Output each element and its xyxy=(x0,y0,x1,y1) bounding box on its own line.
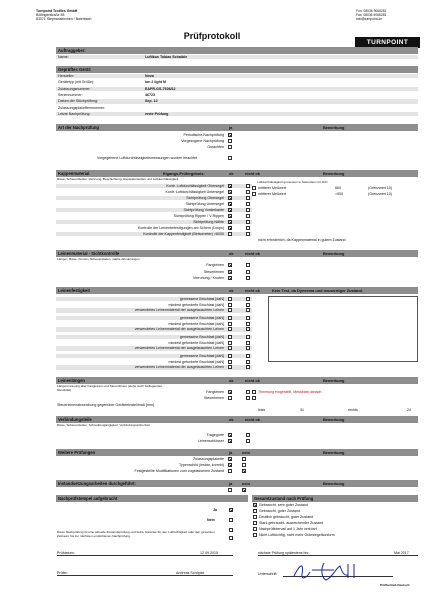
verb-bemerkung-header: Bemerkung xyxy=(323,417,345,422)
measure-value: >500 xyxy=(335,192,344,196)
sicht-nichtok-checkbox[interactable] xyxy=(246,276,250,280)
kappen-label: Sichtprüfung Nähte xyxy=(193,220,224,224)
fest-nichtok-checkbox[interactable] xyxy=(246,365,250,369)
fest-label: verwendetes Leinenmaterial der ausgetauschten Leinen xyxy=(134,346,224,351)
kappen-ok-checkbox[interactable]: X xyxy=(229,220,232,225)
fest-label: gemessene Bruchlast [daN] xyxy=(179,335,224,339)
kappen-sub-header: Eigangs-Prüfergebnis: xyxy=(163,171,205,176)
art-checkbox[interactable] xyxy=(228,145,232,149)
fest-nichtok-checkbox[interactable] xyxy=(246,297,250,301)
stempel-ja-label: Ja xyxy=(213,508,217,512)
sicht-bemerkung-header: Bemerkung xyxy=(323,251,345,256)
laengen-bemerkung-header: Bemerkung xyxy=(323,378,345,383)
fest-label: gemessene Bruchlast [daN] xyxy=(179,354,224,358)
measure-label: mittlerer Meßwert xyxy=(258,186,286,190)
laengen-rechts-value: 24 xyxy=(407,408,411,412)
section-geraet: Geprüftes Gerät: xyxy=(56,66,418,73)
fest-ok-checkbox[interactable] xyxy=(228,308,232,312)
fest-nichtok-checkbox[interactable] xyxy=(246,346,250,350)
gesamt-checkbox[interactable] xyxy=(253,515,257,519)
laengen-nichtok-checkbox[interactable] xyxy=(246,396,250,400)
kappen-nichtok-checkbox[interactable] xyxy=(246,208,250,212)
kappen-nichtok-header: nicht ok xyxy=(245,171,260,176)
fest-ok-checkbox[interactable] xyxy=(228,346,232,350)
weitere-label: Typenschild (lesbar, korrekt) xyxy=(179,463,224,467)
fest-label: mindest geforderte Bruchlast [daN] xyxy=(168,359,224,364)
kappen-measure-note: Luftdurchlässigkeit gemessen in Sekunden mit JDC xyxy=(257,180,328,184)
company-city: 83071 Stephanskirchen / Baierbach xyxy=(36,17,92,21)
fest-ok-checkbox[interactable] xyxy=(228,303,232,307)
art-checkbox[interactable] xyxy=(228,139,232,143)
gesamt-checkbox[interactable] xyxy=(253,527,257,531)
laengen-desc: Längenmessung aller Fangleinen und Steuerleinen (siehe auch beiliegendes Messblatt) xyxy=(57,384,163,392)
art-extra-label: Vorgegebene Luftdurchlässigkeitsmessungen wurden beachtet xyxy=(97,156,198,160)
kappen-nichtok-checkbox[interactable] xyxy=(246,220,250,224)
kappen-nichtok-checkbox[interactable] xyxy=(246,196,250,200)
unterschrift-label: Unterschrift: xyxy=(258,572,278,576)
kappen-label: Sichtprüfung Rippen / V-Rippen xyxy=(173,214,224,218)
stempel-note: Diese Nachprüfung ist eine aktuelle Zustandsprüfung und keine Garantie für den Lufttüchtigkeit oder den gesamten Zeitraum bis zur nächsten empfohlenen Nachprüfung. xyxy=(57,530,215,538)
instand-nein-checkbox[interactable]: X xyxy=(243,488,246,493)
geraet-value: Sep. 12 xyxy=(145,99,158,104)
laengen-remark-checkbox[interactable] xyxy=(252,390,256,394)
sicht-label: Fangleinen xyxy=(206,263,224,267)
kappen-label: Kontr. Luftdurchlässigkeit Untersegel xyxy=(165,190,224,194)
company-name: Turnpoint Textiles GmbH xyxy=(36,9,78,13)
footer-stamp: Prüfbetrieb Deutsch xyxy=(380,583,410,587)
laengen-ok-checkbox[interactable]: X xyxy=(229,390,232,395)
fest-label: verwendetes Leinenmaterial der ausgetauschten Leinen xyxy=(134,308,224,313)
fest-nichtok-checkbox[interactable] xyxy=(246,335,250,339)
kappen-nichtok-checkbox[interactable] xyxy=(246,190,250,194)
measure-note: (Grenzwert 10) xyxy=(368,186,392,190)
page-title: Prüfprotokoll xyxy=(183,31,241,41)
laengen-abw-label: Steuerleinenabweichung gegenüber Geräteeinstellmaß [mm] xyxy=(57,403,154,407)
geraet-row-bg xyxy=(56,87,418,91)
instand-nein-header: nein xyxy=(242,481,250,486)
kappen-ok-checkbox[interactable]: X xyxy=(229,226,232,231)
verb-nichtok-checkbox[interactable] xyxy=(246,439,250,443)
laengen-links-label: links xyxy=(258,408,266,412)
geraet-label: Zulassungsplakettennummer: xyxy=(58,105,106,110)
kappen-ok-checkbox[interactable]: X xyxy=(229,214,232,219)
kappen-label: Kontrolle der Leinenbefestigungen am Schirm (Loops) xyxy=(137,226,224,230)
art-ja-header: ja xyxy=(229,125,233,130)
gesamt-label: Nachprüfintervall auf 1 Jahr verkürzt xyxy=(259,527,317,531)
gesamt-checkbox[interactable] xyxy=(253,533,257,537)
fest-ok-checkbox[interactable] xyxy=(228,316,232,320)
kappen-ok-checkbox[interactable] xyxy=(228,232,232,236)
gesamt-checkbox[interactable] xyxy=(253,509,257,513)
measure-checkbox[interactable] xyxy=(252,186,256,190)
auftraggeber-name-label: Name: xyxy=(58,55,69,59)
laengen-label: Steuerleinen xyxy=(203,396,224,400)
naechste-value: Mai 2017 xyxy=(394,551,409,555)
auftraggeber-name-value: Luftikus Tobias Schaible xyxy=(145,55,188,59)
kappen-nichtok-checkbox[interactable] xyxy=(246,202,250,206)
fest-remark: Kein Test, da Dyneema und neuwertiger Zustand. xyxy=(272,288,363,293)
laengen-label: Fangleinen xyxy=(206,390,224,394)
verb-ok-header: ok xyxy=(229,417,234,422)
measure-label: mittlerer Meßwert xyxy=(258,192,286,196)
sicht-ok-checkbox[interactable]: X xyxy=(229,269,232,275)
section-festigkeit: Leinenfestigkeit xyxy=(56,287,418,294)
stempel-ja-checkbox[interactable]: X xyxy=(230,508,233,513)
art-checkbox[interactable]: X xyxy=(229,133,232,138)
fest-ok-header: ok xyxy=(229,288,234,293)
company-email: info@turnpoint.de xyxy=(356,17,383,21)
instand-bemerkung-header: Bemerkung xyxy=(323,481,345,486)
fest-remark-box xyxy=(268,296,418,362)
verb-ok-checkbox[interactable]: X xyxy=(229,439,232,444)
weitere-nein-header: nein xyxy=(242,450,250,455)
weitere-nein-checkbox[interactable]: X xyxy=(243,469,246,474)
gesamt-label: Gebraucht, guter Zustand xyxy=(259,509,300,513)
weitere-ja-checkbox[interactable] xyxy=(228,469,232,473)
gesamt-label: Deutlich gebraucht, guter Zustand xyxy=(259,515,314,519)
fest-nichtok-checkbox[interactable] xyxy=(246,303,250,307)
fest-label: gemessene Bruchlast [daN] xyxy=(179,316,224,320)
fest-ok-checkbox[interactable] xyxy=(228,335,232,339)
kappen-ok-checkbox[interactable]: X xyxy=(229,196,232,201)
gesamt-checkbox[interactable] xyxy=(253,521,257,525)
fest-ok-checkbox[interactable] xyxy=(228,297,232,301)
pruefer-line xyxy=(57,575,233,576)
section-gesamt: Gesamtzustand nach Prüfung xyxy=(252,495,418,502)
laengen-nichtok-header: nicht ok xyxy=(245,378,260,383)
company-street: Böllingerstraße 58 xyxy=(36,13,65,17)
section-art: Art der Nachprüfung xyxy=(56,124,418,131)
sicht-nichtok-header: nicht ok xyxy=(245,251,260,256)
section-stempel: Nachprüfstempel aufgebracht xyxy=(56,495,248,502)
stempel-nein-checkbox[interactable] xyxy=(229,518,233,522)
geraet-value: EAPR-GS-7608/12 xyxy=(145,86,176,91)
art-label: Periodische-Nachprüfung xyxy=(183,133,224,137)
company-fax: Fax: 08036 9066283 xyxy=(356,13,387,17)
fest-label: verwendetes Leinenmaterial der ausgetauschten Leinen xyxy=(134,365,224,370)
geraet-row-bg xyxy=(56,74,418,78)
laengen-nichtok-checkbox[interactable] xyxy=(246,390,250,394)
section-instand: Instandsetzungsarbeiten durchgeführt: xyxy=(56,480,418,487)
verb-desc: Risse, Scheuerstellen, Schraubengängigkeit, Verbindungssicherheit xyxy=(57,423,150,427)
fest-nichtok-checkbox[interactable] xyxy=(246,341,250,345)
kappen-ok-checkbox[interactable]: X xyxy=(229,184,232,189)
kappen-remark: nicht erforderlich, da Kappenmaterial in gutem Zustand xyxy=(258,238,346,242)
fest-nichtok-checkbox[interactable] xyxy=(246,354,250,358)
art-extra-checkbox[interactable] xyxy=(228,156,232,160)
kappen-label: Sichtprüfung Untersegel xyxy=(185,202,224,206)
gesamt-label: Gebraucht, sehr guter Zustand xyxy=(259,503,308,507)
kappen-nichtok-checkbox[interactable] xyxy=(246,232,250,236)
pruefdatum-value: 12.09.2015 xyxy=(200,551,218,555)
sicht-desc: Längen, Risse, Knoten, Scheuerstellen, starke Abnutzungen xyxy=(57,257,140,261)
laengen-rechts-label: rechts xyxy=(348,408,358,412)
geraet-label: Hersteller: xyxy=(58,74,75,78)
geraet-value: erste Prüfung xyxy=(145,111,169,116)
sicht-label: Verruhung / Knoten xyxy=(193,276,224,280)
sicht-ok-checkbox[interactable]: X xyxy=(229,276,232,281)
stempel-extra-checkbox-2[interactable] xyxy=(229,536,233,540)
kappen-ok-header: ok xyxy=(229,171,234,176)
instand-ja-header: ja xyxy=(229,481,233,486)
fest-ok-checkbox[interactable] xyxy=(228,322,232,326)
geraet-row-bg xyxy=(56,112,418,116)
section-auftraggeber: Auftraggeber: xyxy=(56,47,418,54)
fest-ok-checkbox[interactable] xyxy=(228,327,232,331)
weitere-ja-checkbox[interactable]: X xyxy=(229,463,232,468)
section-laengen: Leinenlängen xyxy=(56,377,418,384)
fest-nichtok-header: nicht ok xyxy=(245,288,260,293)
verb-nichtok-header: nicht ok xyxy=(245,417,260,422)
geraet-row-bg xyxy=(56,99,418,103)
verb-label: Tragegurte xyxy=(206,433,224,437)
sicht-ok-header: ok xyxy=(229,251,234,256)
geraet-label: Seriennummer: xyxy=(58,92,83,97)
company-phone: Fon: 08036 9066281 xyxy=(356,9,387,13)
fest-nichtok-checkbox[interactable] xyxy=(246,316,250,320)
measure-checkbox[interactable] xyxy=(252,192,256,196)
section-kappen: Kappenmaterial xyxy=(56,170,418,177)
kappen-nichtok-checkbox[interactable] xyxy=(246,226,250,230)
fest-label: verwendetes Leinenmaterial der ausgetauschten Leinen xyxy=(134,327,224,332)
kappen-ok-checkbox[interactable]: X xyxy=(229,208,232,213)
fest-nichtok-checkbox[interactable] xyxy=(246,327,250,331)
sicht-nichtok-checkbox[interactable] xyxy=(246,263,250,267)
kappen-label: Kontrolle der Kappenfestigkeit (Betsometer) >6000 xyxy=(143,232,224,236)
instand-ja-checkbox[interactable] xyxy=(228,488,232,492)
laengen-links-value: 31 xyxy=(300,408,304,412)
kappen-label: Sichtprüfung Obersegel xyxy=(186,196,224,200)
art-bemerkung-header: Bemerkung xyxy=(323,125,345,130)
auftraggeber-row xyxy=(56,55,418,59)
art-label: Vorgezogene Nachprüfung xyxy=(181,139,224,143)
section-weitere: Weitere Prüfungen xyxy=(56,449,418,456)
geraet-label: Letzte Nachprüfung: xyxy=(58,111,91,116)
verb-nichtok-checkbox[interactable] xyxy=(246,433,250,437)
fest-label: mindest geforderte Bruchlast [daN] xyxy=(168,302,224,307)
weitere-label: Festgestellte Modifikationen zum zugelassenen Zustand xyxy=(134,469,224,473)
kappen-label: Sichtprüfung Vorderkante xyxy=(183,208,224,212)
weitere-nein-checkbox[interactable] xyxy=(242,463,246,467)
pruefer-label: Prüfer: xyxy=(57,571,68,575)
art-label: Gutachten xyxy=(207,145,224,149)
verb-ok-checkbox[interactable]: X xyxy=(229,433,232,438)
fest-ok-checkbox[interactable] xyxy=(228,341,232,345)
geraet-value: Nova xyxy=(145,74,154,78)
geraet-label: Datum der Stückprüfung: xyxy=(58,99,98,104)
pruefer-value: Andreas Schöpke xyxy=(176,571,205,575)
stempel-nein-label: Nein xyxy=(207,518,215,522)
sicht-nichtok-checkbox[interactable] xyxy=(246,270,250,274)
weitere-nein-checkbox[interactable] xyxy=(242,457,246,461)
fest-nichtok-checkbox[interactable] xyxy=(246,322,250,326)
laengen-remark-checkbox[interactable] xyxy=(252,396,256,400)
weitere-ja-header: ja xyxy=(229,450,233,455)
naechste-label: nächste Prüfung spätestens bis: xyxy=(258,551,310,555)
gesamt-label: Stark gebraucht, ausreichender Zustand xyxy=(259,521,324,525)
gesamt-label: Nicht Lufttüchtig, nicht mehr Gütesiegelkonform xyxy=(259,533,335,537)
fest-ok-checkbox[interactable] xyxy=(228,360,232,364)
sicht-ok-checkbox[interactable]: X xyxy=(229,263,232,268)
laengen-remark-red: Trimmung eingestellt, Messblatt danach. xyxy=(258,390,323,394)
pruefdatum-label: Prüfdatum: xyxy=(57,551,75,555)
gesamt-checkbox[interactable]: X xyxy=(254,503,257,508)
laengen-ok-checkbox[interactable] xyxy=(228,396,232,400)
kappen-nichtok-checkbox[interactable] xyxy=(246,214,250,218)
fest-label: mindest geforderte Bruchlast [daN] xyxy=(168,321,224,326)
geraet-label: Zulassungsnummer: xyxy=(58,86,91,91)
measure-value: 660 xyxy=(335,186,341,190)
section-leinen-sicht: Leinenmaterial - Sichtkontrolle xyxy=(56,250,418,257)
weitere-label: Zulassungsplakette xyxy=(193,457,224,461)
logo-text: TURNPOINT xyxy=(366,39,409,46)
kappen-ok-checkbox[interactable]: X xyxy=(229,190,232,195)
fest-nichtok-checkbox[interactable] xyxy=(246,360,250,364)
fest-label: gemessene Bruchlast [daN] xyxy=(179,297,224,301)
laengen-ok-header: ok xyxy=(229,378,234,383)
fest-label: mindest geforderte Bruchlast [daN] xyxy=(168,340,224,345)
kappen-bemerkung-header: Bemerkung xyxy=(323,171,345,176)
signature-mark xyxy=(290,560,365,582)
weitere-ja-checkbox[interactable]: X xyxy=(229,457,232,462)
kappen-ok-checkbox[interactable]: X xyxy=(229,202,232,207)
measure-note: (Grenzwert 10) xyxy=(368,192,392,196)
kappen-nichtok-checkbox[interactable] xyxy=(246,184,250,188)
weitere-bemerkung-header: Bemerkung xyxy=(323,450,345,455)
kappen-desc: Risse, Scheuerstellen, Dehnung, Beschichtung, Reparaturstellen und Luftdurchlässigkeit xyxy=(57,177,179,181)
geraet-value: 46723 xyxy=(145,92,155,97)
kappen-label: Kontr. Luftdurchlässigkeit Obersegel xyxy=(166,184,224,188)
verb-label: Leinenschlösser xyxy=(198,439,224,443)
geraet-label: Gerätetyp (mit Größe): xyxy=(58,80,95,85)
sicht-label: Steuerleinen xyxy=(203,269,224,274)
stempel-extra-checkbox-1[interactable] xyxy=(229,528,233,532)
fest-ok-checkbox[interactable] xyxy=(228,365,232,369)
fest-nichtok-checkbox[interactable] xyxy=(246,308,250,312)
fest-ok-checkbox[interactable] xyxy=(228,354,232,358)
section-verbindung: Verbindungsteile xyxy=(56,416,418,423)
geraet-value: Ion 2 light M xyxy=(145,80,166,85)
